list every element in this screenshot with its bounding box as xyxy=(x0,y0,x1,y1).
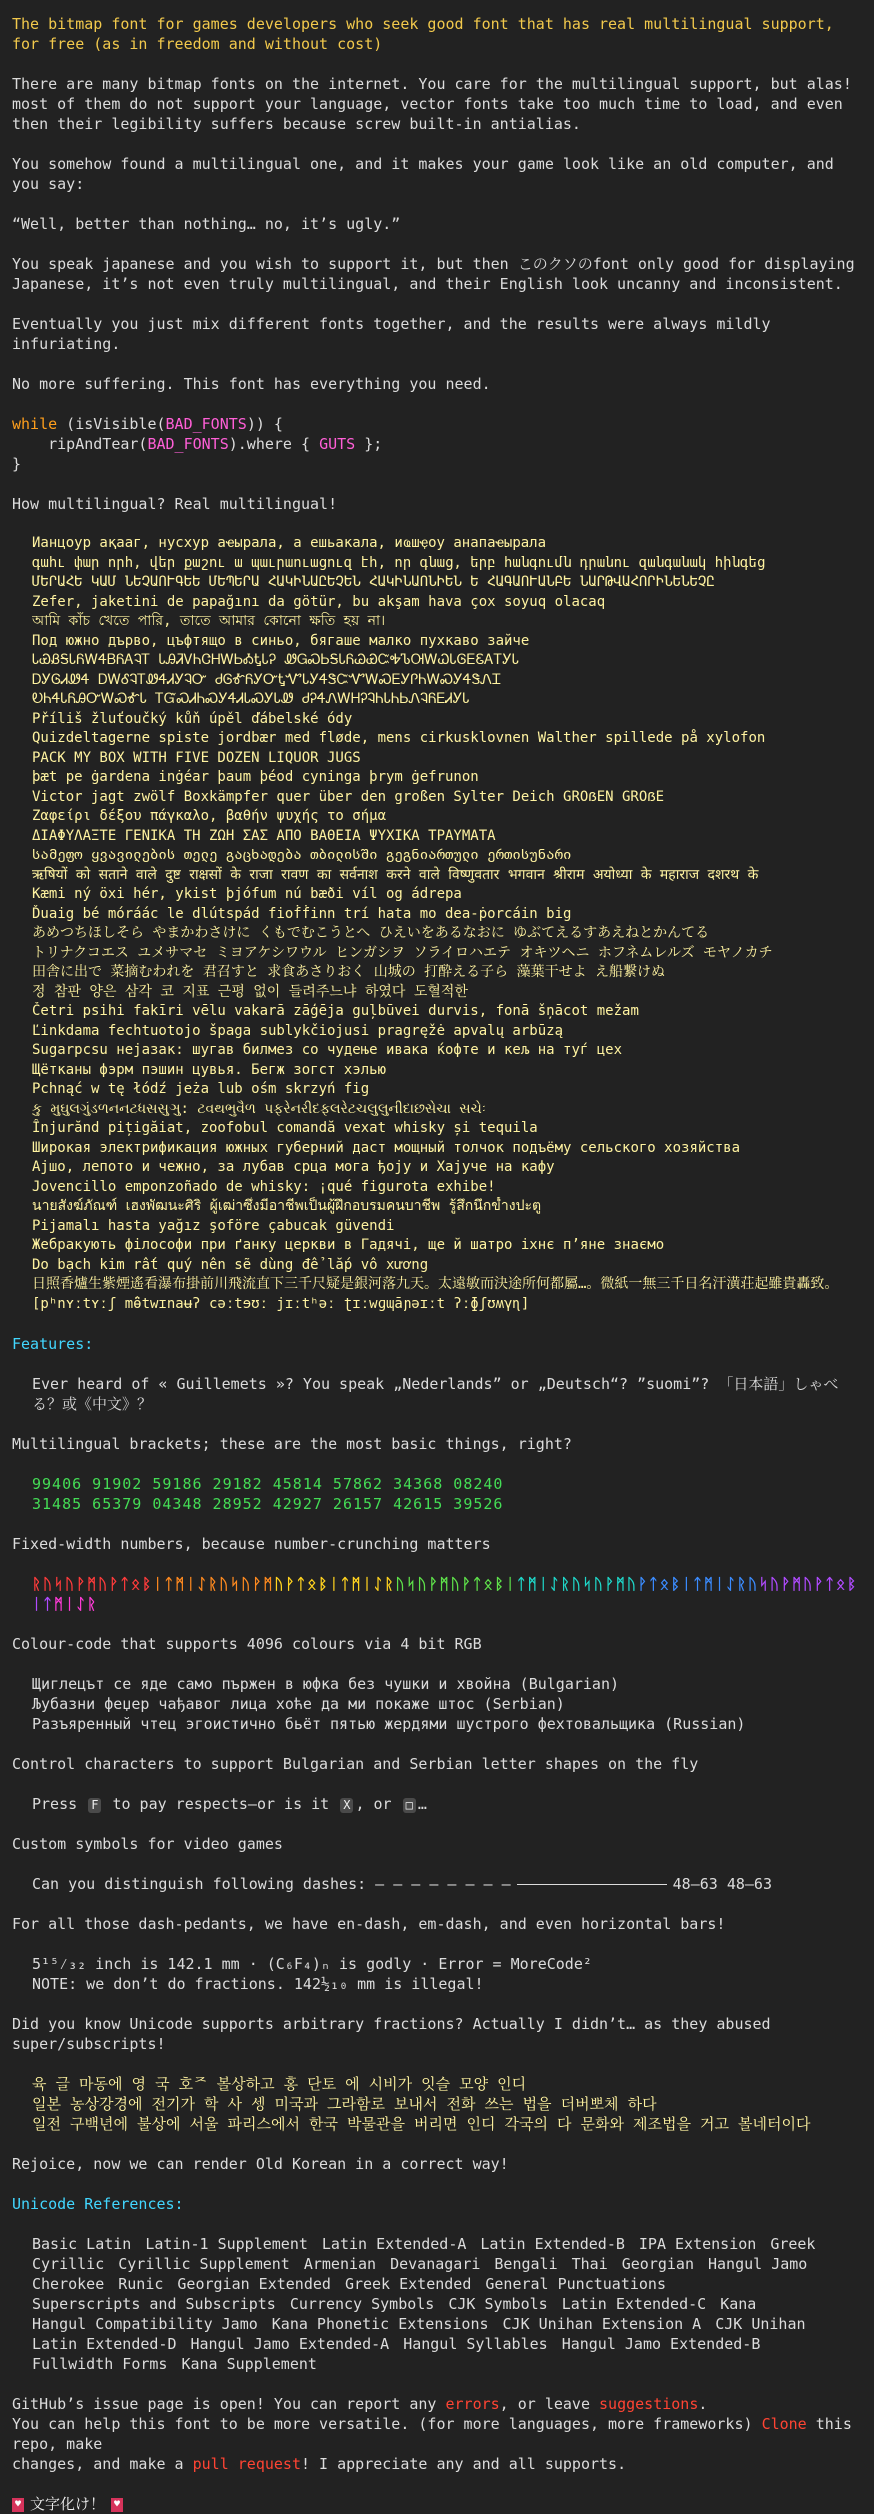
rainbow-glyph: ᚱ xyxy=(560,1575,572,1593)
number-row: 99406 91902 59186 29182 45814 57862 34368 08240 xyxy=(32,1475,504,1493)
code-guts: GUTS xyxy=(319,435,356,453)
rainbow-glyph: ᚱ xyxy=(737,1575,749,1593)
unicode-reference-link[interactable]: Latin Extended-A xyxy=(321,2235,467,2253)
pangram-sample: Victor jagt zwölf Boxkämpfer quer über den großen Sylter Deich GROẞEN GROẞE xyxy=(32,788,665,805)
intro-paragraph-1-line-1: There are many bitmap fonts on the internet. You care for the multilingual support, but alas! xyxy=(12,75,852,93)
outro-line-1 xyxy=(12,2394,862,2414)
rainbow-glyph: ᛗ xyxy=(703,1575,715,1593)
rainbow-glyph: ᚹ xyxy=(814,1575,826,1593)
pangram-sample: Ианцоур ақааг, нусхур аҽырала, а ешьакала, иҩшҿоу анапаҽырала xyxy=(32,535,547,551)
pangram-sample: Ďuaig bé móráác le dlútspád fioḟḟinn trí hata mo dea-ṗorcáin big xyxy=(32,905,572,922)
unicode-reference-link[interactable]: Hangul Jamo xyxy=(708,2255,808,2273)
rainbow-glyph: ᚢ xyxy=(219,1575,231,1593)
intro-paragraph-1-line-2: most of them do not support your language, vector fonts take too much time to load, and even xyxy=(12,95,843,113)
pangram-sample: 日照香爐生紫煙遙看瀑布掛前川飛流直下三千尺疑是銀河落九天。太遠敏而決途所何都屬…。微紙一無三千日名汗潢荘起雖貴轟致。 xyxy=(32,1276,839,1292)
rainbow-glyph: ᛒ xyxy=(494,1575,506,1593)
fractions-heading: Did you know Unicode supports arbitrary fractions? Actually I didn’t… as they abused super/subscripts! xyxy=(12,2015,771,2053)
pangram-sample: Pchnąć w tę łódź jeża lub ośm skrzyń fig xyxy=(32,1081,370,1097)
rainbow-glyph: ᚢ xyxy=(417,1575,429,1593)
tagline-line-2: for free (as in freedom and without cost) xyxy=(12,35,383,53)
footer-line xyxy=(12,2494,862,2514)
letter-shapes-block xyxy=(12,1674,862,1734)
rainbow-glyph: ᛟ xyxy=(483,1575,495,1593)
rainbow-glyph: ᛁ xyxy=(65,1595,77,1613)
pangram-sample: 田舎に出で 菜摘むわれを 君召すと 求食あさりおく 山城の 打酔える子ら 藻葉干せよ え船繋けぬ xyxy=(32,964,665,980)
pangram-sample: আমি কাঁচ খেতে পারি, তাতে আমার কোনো ক্ষতি হয় না। xyxy=(32,613,386,629)
dash-pedants-line: For all those dash-pedants, we have en-dash, em-dash, and even horizontal bars! xyxy=(12,1915,726,1933)
rainbow-glyph: ᚢ xyxy=(626,1575,638,1593)
rainbow-glyph: ᚹ xyxy=(637,1575,649,1593)
rainbow-glyph: ᚢ xyxy=(43,1575,55,1593)
unicode-reference-link[interactable]: Hangul Jamo Extended-B xyxy=(561,2335,761,2353)
outro-line-3 xyxy=(12,2454,862,2474)
old-korean-footer: Rejoice, now we can render Old Korean in a correct way! xyxy=(12,2155,509,2173)
unicode-reference-link[interactable]: CJK Symbols xyxy=(448,2295,548,2313)
pangram-sample: ऋषियों को सताने वाले दुष्ट राक्षसों के राजा रावण का सर्वनाश करने वाले विष्णुवतार भगवान श्रीराम अयोध्या के महाराज दशरथ के xyxy=(32,866,759,883)
numbers-heading: Fixed-width numbers, because number-crunching matters xyxy=(12,1535,491,1553)
rainbow-glyph: ᛇ xyxy=(76,1595,88,1613)
pangram-sample: Ајшо, лепото и чежно, за лубав срца мога ђоју и Хајуче на кафу xyxy=(32,1159,555,1175)
unicode-reference-link[interactable]: General Punctuations xyxy=(485,2275,666,2293)
unicode-reference-link[interactable]: Latin Extended-B xyxy=(480,2235,625,2253)
rainbow-glyph: ᚢ xyxy=(395,1575,407,1593)
unicode-reference-link[interactable]: Bengali xyxy=(494,2255,558,2273)
guillemets-line: Ever heard of « Guillemets »? You speak „Nederlands” or „Deutsch“? ”suomi”? 「日本語」しゃべる？或《中文》？ xyxy=(32,1375,839,1413)
horizontal-bar xyxy=(517,1884,667,1885)
unicode-reference-link[interactable]: Cyrillic xyxy=(32,2255,105,2273)
code-condition-close: )) { xyxy=(246,415,283,433)
multilingual-samples xyxy=(12,534,862,1314)
intro-paragraph-1-line-3: then their legibility suffers because screw built-in antialias. xyxy=(12,115,581,133)
unicode-reference-link[interactable]: Kana xyxy=(720,2295,757,2313)
unicode-reference-link[interactable]: Thai xyxy=(571,2255,608,2273)
press-prefix: Press xyxy=(32,1795,87,1813)
unicode-reference-link[interactable]: Hangul Compatibility Jamo xyxy=(32,2315,258,2333)
rainbow-glyph: ᚹ xyxy=(781,1575,793,1593)
rainbow-glyph: ᛁ xyxy=(32,1595,44,1613)
pangram-sample: PACK MY BOX WITH FIVE DOZEN LIQUOR JUGS xyxy=(32,749,361,766)
pangram-sample: სამეფო ყვავილების თელე გაცხადება თბილისში გეგნიართული ერთისუნარი xyxy=(32,847,572,863)
rainbow-glyph: ᛁ xyxy=(329,1575,341,1593)
shapes-heading: Control characters to support Bulgarian and Serbian letter shapes on the fly xyxy=(12,1755,699,1773)
rainbow-glyph: ᚹ xyxy=(461,1575,473,1593)
brackets-heading: Multilingual brackets; these are the most basic things, right? xyxy=(12,1435,572,1453)
unicode-reference-link[interactable]: Kana Phonetic Extensions xyxy=(271,2315,489,2333)
unicode-reference-link[interactable]: Latin-1 Supplement xyxy=(145,2235,308,2253)
pangram-sample: Příliš žluťoučký kůň úpěl ďábelské ódy xyxy=(32,710,353,727)
clone-link[interactable]: Clone xyxy=(761,2415,807,2433)
pangram-sample: トリナクコエス ユメサマセ ミヨアケシワウル ヒンガシヲ ソライロハエテ オキツヘニ ホフネムレルズ モヤノカチ xyxy=(32,944,773,961)
rainbow-glyph: ᛟ xyxy=(307,1575,319,1593)
rainbow-glyph: ᚢ xyxy=(65,1575,77,1593)
pangram-sample: þæt pe ġardena inġéar þaum þéod cyninga þrym ġefrunon xyxy=(32,769,479,785)
unicode-reference-link[interactable]: Latin Extended-C xyxy=(561,2295,707,2313)
rainbow-glyph: ᛏ xyxy=(120,1575,132,1593)
intro-paragraph-4: Eventually you just mix different fonts together, and the results were always mildly infuriating. xyxy=(12,315,771,353)
outro-line-2 xyxy=(12,2414,862,2454)
rainbow-glyph: ᛟ xyxy=(131,1575,143,1593)
pangram-sample: કુ મુઘુલગુંડળનનટધસસુઞુ: ટવથભુવૈળ પફરેનરીદફલરેટચલુલુનીદાછસેચા સચેઃ xyxy=(32,1100,486,1117)
multilingual-heading: How multilingual? Real multilingual! xyxy=(12,495,338,513)
outro-text: this repo, make xyxy=(12,2415,852,2453)
code-line-1 xyxy=(12,414,862,434)
unicode-reference-link[interactable]: CJK Unihan xyxy=(715,2315,806,2333)
rainbow-glyph: ᚹ xyxy=(76,1575,88,1593)
pangram-sample: Ľinkdama fechtuotojo špaga sublykčiojusi pragręžė apvalų arbūzą xyxy=(32,1022,564,1039)
key-x-icon: X xyxy=(340,1798,353,1813)
pangram-sample: 정 참판 양은 삼각 코 지표 근평 없이 들려주느냐 하였다 도혈적한 xyxy=(32,983,468,1000)
rainbow-glyph: ᛏ xyxy=(692,1575,704,1593)
features-heading: Features: xyxy=(12,1335,94,1353)
code-line-2 xyxy=(12,434,862,454)
old-korean-line: 육 글 마동에 영 국 호ᄌ 볼상하고 홍 단토 에 시비가 잇슬 모양 인디 xyxy=(32,2075,527,2093)
outro-text: , or leave xyxy=(499,2395,600,2413)
press-respects-line xyxy=(12,1794,862,1814)
dashes-suffix: 48–63 48–63 xyxy=(672,1875,772,1893)
rainbow-glyph: ᛟ xyxy=(659,1575,671,1593)
rainbow-glyph: ᛋ xyxy=(230,1575,242,1593)
heart-badge-icon: ♥ xyxy=(12,2498,24,2512)
rainbow-glyph: ᚹ xyxy=(109,1575,121,1593)
pangram-sample: ᎠᎩᎶᏗᏪᏎ ᎠᎳᎴᎸᎢᏪᏎᏗᎩᎸᏅ ᏧᎶᎹᏲᎩᏅᎿᏉᏓᎩᏎᏕᏨᏉᎳᏍᎬᎩᎵᏂᎳᏍᎩᏎᏕᏁᏆ xyxy=(32,671,502,688)
rainbow-glyph: ᛏ xyxy=(43,1595,55,1613)
rainbow-glyph: ᛁ xyxy=(186,1575,198,1593)
outro-text: GitHub’s issue page is open! You can report any xyxy=(12,2395,446,2413)
rainbow-glyph: ᚢ xyxy=(241,1575,253,1593)
rainbow-glyph: ᛁ xyxy=(362,1575,374,1593)
number-block xyxy=(12,1474,862,1514)
unicode-reference-link[interactable]: Devanagari xyxy=(390,2255,481,2273)
rainbow-glyph: ᛗ xyxy=(175,1575,187,1593)
key-square-icon: □ xyxy=(403,1798,416,1813)
rainbow-glyph: ᚢ xyxy=(450,1575,462,1593)
rainbow-glyph: ᚹ xyxy=(252,1575,264,1593)
rainbow-glyph: ᛇ xyxy=(549,1575,561,1593)
rainbow-glyph: ᛗ xyxy=(792,1575,804,1593)
heart-badge-icon: ♥ xyxy=(111,2498,123,2512)
pangram-sample: ᏓᏯᏰᎦᏓᏲᎳᏎᏴᏲᎪᎸᎢ ᏓᎯᏘᏙᏂᏣᎻᎳᏏᎣᎿᏓᎮ ᏪᏀᏍᏏᎦᏓᏲᏊᏯᏨᎭᏖᎺᎳᏇᏓᎶᎬᏋᎪᎢᎩᏓ xyxy=(32,652,520,668)
rainbow-glyph: ᛗ xyxy=(615,1575,627,1593)
intro-paragraph-3-line-2: Japanese, it’s not even truly multilingual, and their English look uncanny and inconsistent. xyxy=(12,275,843,293)
pull-request-link[interactable]: pull request xyxy=(192,2455,301,2473)
rainbow-glyph: ᛁ xyxy=(538,1575,550,1593)
errors-link[interactable]: errors xyxy=(445,2395,500,2413)
footer-text: 文字化け！ xyxy=(30,2495,106,2513)
rainbow-glyph: ᚱ xyxy=(208,1575,220,1593)
pangram-sample: Kæmi ný öxi hér, ykist þjófum nú bæði víl og ádrepa xyxy=(32,886,462,902)
unicode-reference-link[interactable]: Greek Extended xyxy=(344,2275,472,2293)
rainbow-glyph: ᚢ xyxy=(593,1575,605,1593)
key-f-icon: F xyxy=(88,1798,101,1813)
tagline-line-1: The bitmap font for games developers who seek good font that has real multilingual support, xyxy=(12,15,834,33)
outro-text: ! I appreciate any and all supports. xyxy=(301,2455,627,2473)
rainbow-glyph: ᛁ xyxy=(714,1575,726,1593)
unicode-reference-link[interactable]: Kana Supplement xyxy=(181,2355,317,2373)
custom-symbols-heading: Custom symbols for video games xyxy=(12,1835,283,1853)
pangram-sample: Do bạch kim rất quý nên sẽ dùng để lắp vô xương xyxy=(32,1256,429,1273)
press-ellipsis: … xyxy=(417,1795,427,1813)
rainbow-glyph: ᛗ xyxy=(263,1575,275,1593)
unicode-reference-link[interactable]: Latin Extended-D xyxy=(32,2335,177,2353)
rainbow-glyph: ᛗ xyxy=(351,1575,363,1593)
rainbow-glyph: ᛒ xyxy=(318,1575,330,1593)
code-snippet xyxy=(12,414,862,474)
dashes-line xyxy=(12,1874,862,1894)
rainbow-glyph: ᛏ xyxy=(472,1575,484,1593)
rainbow-glyph: ᛋ xyxy=(406,1575,418,1593)
code-call-mid: ).where { xyxy=(228,435,320,453)
rainbow-glyph: ᛏ xyxy=(340,1575,352,1593)
rainbow-glyph: ᛏ xyxy=(164,1575,176,1593)
unicode-reference-link[interactable]: CJK Unihan Extension A xyxy=(502,2315,702,2333)
press-middle: to pay respects—or is it xyxy=(103,1795,339,1813)
rainbow-text xyxy=(12,1574,862,1614)
rainbow-glyph: ᛏ xyxy=(825,1575,837,1593)
rainbow-glyph: ᛋ xyxy=(759,1575,771,1593)
unicode-reference-link[interactable]: Hangul Syllables xyxy=(403,2335,548,2353)
rainbow-glyph: ᚱ xyxy=(384,1575,396,1593)
rainbow-glyph: ᛗ xyxy=(439,1575,451,1593)
pangram-sample: Sugarpcsu нејазак: шугав билмез со чудење ивака ќофте и кељ на туѓ цех xyxy=(32,1042,623,1058)
intro-paragraph-5: No more suffering. This font has everything you need. xyxy=(12,375,491,393)
rainbow-glyph: ᛁ xyxy=(505,1575,517,1593)
unicode-reference-link[interactable]: Fullwidth Forms xyxy=(32,2355,168,2373)
code-bad-fonts: BAD_FONTS xyxy=(165,415,247,433)
pangram-sample: ΔΙΑΦΥΛΑΞΤΕ ΓΕΝΙΚΑ ΤΗ ΖΩΗ ΣΑΣ ΑΠΟ ΒΑΘΕΙΑ ΨΥΧΙΚΑ ΤΡΑΥΜΑΤΑ xyxy=(32,827,496,844)
suggestions-link[interactable]: suggestions xyxy=(599,2395,699,2413)
pangram-sample: Înjurănd pițigăiat, zoofobul comandă vexat whisky și tequila xyxy=(32,1120,538,1136)
letter-shape-sample: Щиглецът се яде само пържен в юфка без чушки и хвойна (Bulgarian) xyxy=(32,1675,619,1693)
pangram-sample: Широкая электрификация южных губерний даст мощный толчок подъёму сельского хозяйства xyxy=(32,1139,741,1156)
code-call-open: ripAndTear( xyxy=(12,435,148,453)
code-condition-open: (isVisible( xyxy=(57,415,166,433)
intro-paragraph-2: You somehow found a multilingual one, and it makes your game look like an old computer, and you say: xyxy=(12,155,834,193)
rainbow-glyph: ᚱ xyxy=(32,1575,44,1593)
rainbow-glyph: ᛗ xyxy=(527,1575,539,1593)
unicode-reference-link[interactable]: Hangul Jamo Extended-A xyxy=(190,2335,390,2353)
unicode-reference-link[interactable]: Cyrillic Supplement xyxy=(118,2255,290,2273)
rainbow-glyph: ᚢ xyxy=(748,1575,760,1593)
rainbow-glyph: ᛒ xyxy=(847,1575,859,1593)
rainbow-glyph: ᚢ xyxy=(571,1575,583,1593)
code-call-close: }; xyxy=(355,435,383,453)
pangram-sample: Quizdeltagerne spiste jordbær med fløde, mens cirkusklovnen Walther spillede på xylofon xyxy=(32,730,766,746)
unicode-reference-link[interactable]: Greek xyxy=(770,2235,816,2253)
rainbow-glyph: ᚹ xyxy=(428,1575,440,1593)
number-row: 31485 65379 04348 28952 42927 26157 42615 39526 xyxy=(32,1495,504,1513)
rainbow-glyph: ᚢ xyxy=(803,1575,815,1593)
rainbow-glyph: ᛗ xyxy=(87,1575,99,1593)
pangram-sample: あめつちほしそら やまかわさけに くもでむこうとへ ひえいをあるなおに ゆぶてえるすあえねとかんてる xyxy=(32,925,710,941)
pangram-sample: Zefer, jaketini de papağını da götür, bu akşam hava çox soyuq olacaq xyxy=(32,593,606,610)
rainbow-glyph: ᛒ xyxy=(670,1575,682,1593)
pangram-sample: գահւ փար որհ, վեր քաշու ա պաւրաուացուզ էհ, որ գնաց, երբ հանգումն դրանու զանգանակ հինգեց xyxy=(32,554,766,571)
outro-text: changes, and make a xyxy=(12,2455,193,2473)
unicode-reference-link[interactable]: Cherokee xyxy=(32,2275,105,2293)
rainbow-glyph: ᛋ xyxy=(582,1575,594,1593)
unicode-reference-link[interactable]: Armenian xyxy=(303,2255,377,2273)
pangram-sample: Жебракують філософи при ґанку церкви в Гадячі, ще й шатро іхнє п’яне знаємо xyxy=(32,1237,665,1253)
rainbow-glyph: ᛇ xyxy=(197,1575,209,1593)
rainbow-glyph: ᛋ xyxy=(54,1575,66,1593)
unicode-reference-link[interactable]: Georgian xyxy=(621,2255,694,2273)
colour-heading: Colour-code that supports 4096 colours via 4 bit RGB xyxy=(12,1635,482,1653)
unicode-reference-link[interactable]: Georgian Extended xyxy=(177,2275,331,2293)
unicode-reference-link[interactable]: Currency Symbols xyxy=(289,2295,435,2313)
letter-shape-sample: Разъяренный чтец эгоистично бьёт пятью жердями шустрого фехтовальщика (Russian) xyxy=(32,1715,746,1733)
rainbow-glyph: ᛒ xyxy=(142,1575,154,1593)
intro-quote: “Well, better than nothing… no, it’s ugly.” xyxy=(12,215,401,233)
outro-text: You can help this font to be more versatile. (for more languages, more frameworks) xyxy=(12,2415,762,2433)
pangram-sample: Под южно дърво, цъфтящо в синьо, бягаше малко пухкаво зайче xyxy=(32,632,530,649)
fraction-line: NOTE: we don’t do fractions. 142½₁₀ mm is illegal! xyxy=(32,1975,484,1993)
rainbow-glyph: ᛏ xyxy=(516,1575,528,1593)
fractions-block xyxy=(12,1954,862,1994)
pangram-sample: ՄԵՐԱՀԵ ԿԱՄ ՆԵՉԱՈՒԳԵԵ ՄԵՊԵՐԱ ՀԱԿԻՆԱԸԵՉԵՆ ՀԱԿԻՆԱՈՆԻԵՆ Ե ՀԱԳԱՈՒԱՆԲԵ ՆԱՐԹՎԱՀՈՐԻՆԵՆԵՉԸ xyxy=(32,574,715,590)
code-keyword-while: while xyxy=(12,415,58,433)
letter-shape-sample: Љубазни феџер чађавог лица хоће да ми покаже штос (Serbian) xyxy=(32,1695,565,1713)
rainbow-glyph: ᚹ xyxy=(604,1575,616,1593)
pangram-sample: Jovencillo emponzoñado de whisky: ¡qué figurota exhibe! xyxy=(32,1178,496,1195)
rainbow-glyph: ᛇ xyxy=(725,1575,737,1593)
unicode-reference-link[interactable]: Basic Latin xyxy=(32,2235,132,2253)
rainbow-glyph: ᛏ xyxy=(648,1575,660,1593)
intro-paragraph-3-line-1: You speak japanese and you wish to support it, but then このクソのfont only good for displaying xyxy=(12,255,855,273)
outro-text: . xyxy=(698,2395,708,2413)
old-korean-line: 일전 구백년에 불상에 서울 파리스에서 한국 박물관을 버리면 인디 각국의 다 문화와 제조법을 거고 볼네터이다 xyxy=(32,2115,811,2133)
rainbow-glyph: ᛟ xyxy=(836,1575,848,1593)
unicode-reference-link[interactable]: Superscripts and Subscripts xyxy=(32,2295,276,2313)
pangram-sample: ᎧᏂᏎᏓᏲᎯᏅᎳᏍᎹᏓ ᎢᏳᏍᏗᏂᏍᎩᏎᏗᏓᏍᎩᏓᏪ ᏧᎮᏎᏁᎳᎻᎮᎸᏂᏓᏂᏏᏁᎸᏲᎬᏗᎩᏓ xyxy=(32,691,470,707)
references-list xyxy=(12,2234,862,2374)
fraction-line: 5¹⁵⁄₃₂ inch is 142.1 mm · (C₆F₄)ₙ is godly · Error = MoreCode² xyxy=(32,1955,592,1973)
code-bad-fonts-arg: BAD_FONTS xyxy=(147,435,229,453)
rainbow-glyph: ᛗ xyxy=(54,1595,66,1613)
rainbow-glyph: ᚢ xyxy=(274,1575,286,1593)
rainbow-glyph: ᚱ xyxy=(87,1595,99,1613)
rainbow-glyph: ᛁ xyxy=(681,1575,693,1593)
pangram-sample: Pijamalı hasta yağız şoföre çabucak güvendi xyxy=(32,1217,395,1234)
press-or: , or xyxy=(355,1795,401,1813)
code-line-3: } xyxy=(12,455,22,473)
rainbow-glyph: ᛁ xyxy=(153,1575,165,1593)
rainbow-glyph: ᚢ xyxy=(770,1575,782,1593)
pangram-sample: [pʰnʏːtʏːʃ mɵ̈̂twɪnaʉʔ cəːtɘʊː jɪːtʰəː ʈɪːwɡɰāɲəɪːt ʔːɸʃʊʍγɳ] xyxy=(32,1295,530,1312)
unicode-reference-link[interactable]: Runic xyxy=(118,2275,164,2293)
old-korean-block xyxy=(12,2074,862,2134)
rainbow-glyph: ᚹ xyxy=(285,1575,297,1593)
pangram-sample: Щётканы фэрм пэшин цувья. Бегж зогст хэлью xyxy=(32,1061,387,1078)
dashes-prefix: Can you distinguish following dashes: ‒ ‒ ‒ ‒ – – – — xyxy=(32,1875,511,1893)
rainbow-glyph: ᛏ xyxy=(296,1575,308,1593)
rainbow-glyph: ᛇ xyxy=(373,1575,385,1593)
pangram-sample: Ζαφείρι δέξου πάγκαλο, βαθήν ψυχής το σήμα xyxy=(32,808,387,824)
pangram-sample: Četri psihi fakīri vēlu vakarā zāģēja guļbūvei durvis, fonā šņācot mežam xyxy=(32,1003,639,1019)
old-korean-line: 일본 농상강경에 전기가 학 사 셍 미국과 그라함로 보내서 전화 쓰는 법을 더버뽀체 하다 xyxy=(32,2095,657,2113)
rainbow-glyph: ᚢ xyxy=(98,1575,110,1593)
references-heading: Unicode References: xyxy=(12,2195,184,2213)
pangram-sample: นายสังฆ์ภัณฑ์ เฮงพัฒนะศิริ ผู้เฒ่าซึ่งมีอาชีพเป็นผู้ฝึกอบรมคนบาชีพ รู้สึกนึกข้ำงปะตู xyxy=(32,1198,542,1214)
unicode-reference-link[interactable]: IPA Extension xyxy=(638,2235,757,2253)
